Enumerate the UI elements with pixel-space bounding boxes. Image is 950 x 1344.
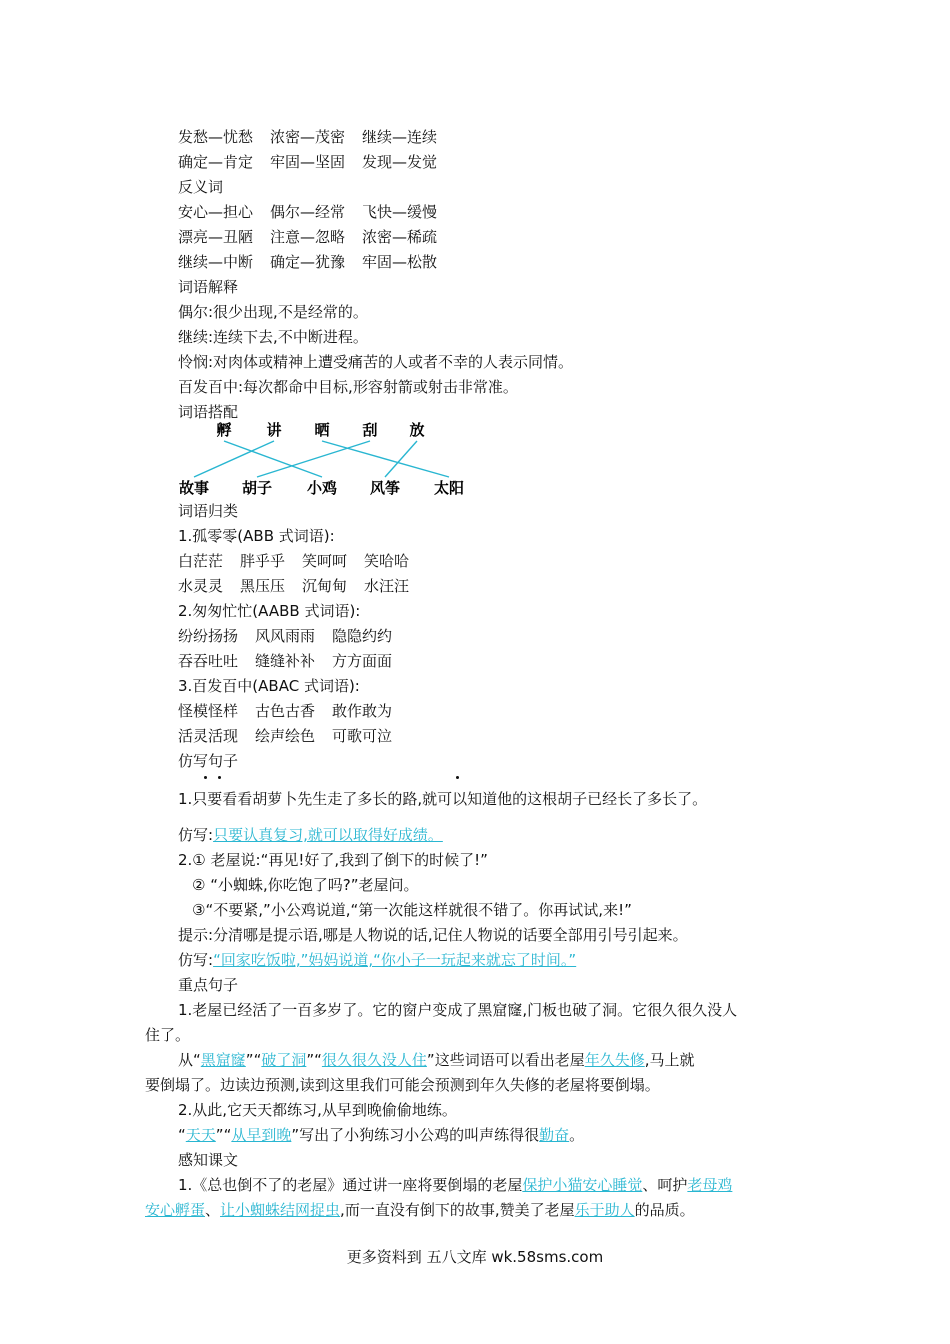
text: ,而一直没有倒下的故事,赞美了老屋 [340,1201,575,1219]
perceive-line-2 [145,1200,695,1220]
classify-head-2: 2.匆匆忙忙(AABB 式词语): [178,602,361,620]
text: ”“ [306,1051,322,1069]
explanation: 继续:连续下去,不中断进程。 [178,328,368,346]
text: ,马上就 [644,1051,695,1069]
answer-text: 破了洞 [261,1051,307,1069]
explanation: 百发百中:每次都命中目标,形容射箭或射击非常准。 [178,378,518,396]
perceive-title: 感知课文 [178,1151,239,1169]
match-line [385,441,417,477]
word-pair: 浓密—茂密 [270,128,346,146]
match-top-word: 讲 [266,421,282,439]
text: ”写出了小狗练习小公鸡的叫声练得很 [291,1126,540,1144]
word-pair: 浓密—稀疏 [362,228,438,246]
text: ”“ [215,1126,232,1144]
word: 可歌可泣 [332,727,393,745]
match-bottom-word: 小鸡 [306,479,338,497]
match-top-word: 晒 [314,421,330,439]
answer-text: 让小蜘蛛结网捉虫 [220,1201,341,1219]
match-title: 词语搭配 [178,403,239,421]
answer-prefix: 仿写: [178,826,214,844]
emphasis-dots [178,776,778,788]
classify-row [178,626,409,646]
key-analysis-1-cont: 要倒塌了。边读边预测,读到这里我们可能会预测到年久失修的老屋将要倒塌。 [145,1076,660,1094]
word-pair: 牢固—坚固 [270,153,346,171]
match-top-word: 放 [409,421,425,439]
synonym-line-2 [178,152,454,172]
tip-text: 提示:分清哪是提示语,哪是人物说的话,记住人物说的话要全部用引号引起来。 [178,926,688,944]
match-bottom-word: 太阳 [433,479,465,497]
key-sentence-2: 2.从此,它天天都练习,从早到晚偷偷地练。 [178,1101,457,1119]
word: 隐隐约约 [332,627,393,645]
synonym-line-1 [178,127,454,147]
text: 1.《总也倒不了的老屋》通过讲一座将要倒塌的老屋 [178,1176,523,1194]
imitate2-line-1: 2.① 老屋说:“再见!好了,我到了倒下的时候了!” [178,851,488,869]
answer-text: 保护小猫安心睡觉 [522,1176,643,1194]
word-pair: 继续—中断 [178,253,254,271]
key-sentence-1-cont: 住了。 [145,1026,191,1044]
answer-text: 老母鸡 [687,1176,733,1194]
imitate-title: 仿写句子 [178,752,239,770]
answer-text: 年久失修 [584,1051,645,1069]
explain-title: 词语解释 [178,278,239,296]
word: 水灵灵 [178,577,224,595]
match-bottom-word: 风筝 [369,479,401,497]
answer-prefix: 仿写: [178,951,214,969]
word: 胖乎乎 [240,552,286,570]
word: 风风雨雨 [255,627,316,645]
word-pair: 发愁—忧愁 [178,128,254,146]
match-line [194,441,274,477]
key-analysis-1 [178,1050,695,1070]
answer-text: 从早到晚 [231,1126,292,1144]
emphasis-dot [218,776,221,779]
text: 。 [569,1126,585,1144]
word: 缝缝补补 [255,652,316,670]
word-pair: 漂亮—丑陋 [178,228,254,246]
footer-text: 更多资料到 五八文库 wk.58sms.com [346,1248,604,1266]
word-match-diagram [160,415,490,500]
word: 吞吞吐吐 [178,652,239,670]
match-top-word: 刮 [362,421,378,439]
word-pair: 飞快—缓慢 [362,203,438,221]
answer-text: 勤奋 [539,1126,570,1144]
antonym-line-1 [178,202,454,222]
word: 古色古香 [255,702,316,720]
text: 从“ [178,1051,201,1069]
imitate-answer-2 [178,950,576,970]
text: 、呵护 [642,1176,688,1194]
antonym-title: 反义词 [178,178,224,196]
answer-text: 黑窟窿 [200,1051,246,1069]
word: 沉甸甸 [302,577,348,595]
match-line [322,441,449,477]
word-pair: 确定—肯定 [178,153,254,171]
answer-text: 天天 [185,1126,216,1144]
classify-row [178,551,426,571]
word-pair: 注意—忽略 [270,228,346,246]
answer-text: 很久很久没人住 [321,1051,427,1069]
imitate-answer-1 [178,825,443,845]
text: 、 [205,1201,221,1219]
imitate2-line-2: ② “小蜘蛛,你吃饱了吗?”老屋问。 [192,876,419,894]
key-title: 重点句子 [178,976,239,994]
word: 笑呵呵 [302,552,348,570]
classify-head-1: 1.孤零零(ABB 式词语): [178,527,335,545]
key-sentence-1: 1.老屋已经活了一百多岁了。它的窗户变成了黑窟窿,门板也破了洞。它很久很久没人 [178,1001,738,1019]
classify-row [178,576,426,596]
word-pair: 确定—犹豫 [270,253,346,271]
classify-row [178,651,409,671]
word-pair: 安心—担心 [178,203,254,221]
word: 白茫茫 [178,552,224,570]
text: ”“ [245,1051,262,1069]
perceive-line-1 [178,1175,732,1195]
text: ”这些词语可以看出老屋 [426,1051,585,1069]
word: 方方面面 [332,652,393,670]
imitate2-line-3: ③“不要紧,”小公鸡说道,“第一次能这样就很不错了。你再试试,来!” [192,901,632,919]
classify-row [178,726,409,746]
match-top-word: 孵 [216,421,232,439]
word-pair: 偶尔—经常 [270,203,346,221]
key-analysis-2 [178,1125,584,1145]
classify-row [178,701,409,721]
explanation: 偶尔:很少出现,不是经常的。 [178,303,368,321]
classify-title: 词语归类 [178,502,239,520]
word: 笑哈哈 [364,552,410,570]
word-pair: 牢固—松散 [362,253,438,271]
answer-text: 安心孵蛋 [145,1201,206,1219]
classify-head-3: 3.百发百中(ABAC 式词语): [178,677,360,695]
emphasis-dot [456,776,459,779]
answer-text: 只要认真复习,就可以取得好成绩。 [213,826,443,844]
imitate-sentence-1: 1.只要看看胡萝卜先生走了多长的路,就可以知道他的这根胡子已经长了多长了。 [178,790,708,808]
text: “ [178,1126,186,1144]
answer-text: 乐于助人 [574,1201,635,1219]
word: 纷纷扬扬 [178,627,239,645]
word-pair: 发现—发觉 [362,153,438,171]
word-pair: 继续—连续 [362,128,438,146]
word: 敢作敢为 [332,702,393,720]
explanation: 怜悯:对肉体或精神上遭受痛苦的人或者不幸的人表示同情。 [178,353,574,371]
answer-text: “回家吃饭啦,”妈妈说道,“你小子一玩起来就忘了时间。” [213,951,577,969]
word: 绘声绘色 [255,727,316,745]
text: 的品质。 [634,1201,695,1219]
antonym-line-2 [178,227,454,247]
word: 水汪汪 [364,577,410,595]
antonym-line-3 [178,252,454,272]
match-bottom-word: 故事 [178,479,210,497]
match-bottom-word: 胡子 [241,479,273,497]
word: 怪模怪样 [178,702,239,720]
word: 活灵活现 [178,727,239,745]
emphasis-dot [204,776,207,779]
word: 黑压压 [240,577,286,595]
